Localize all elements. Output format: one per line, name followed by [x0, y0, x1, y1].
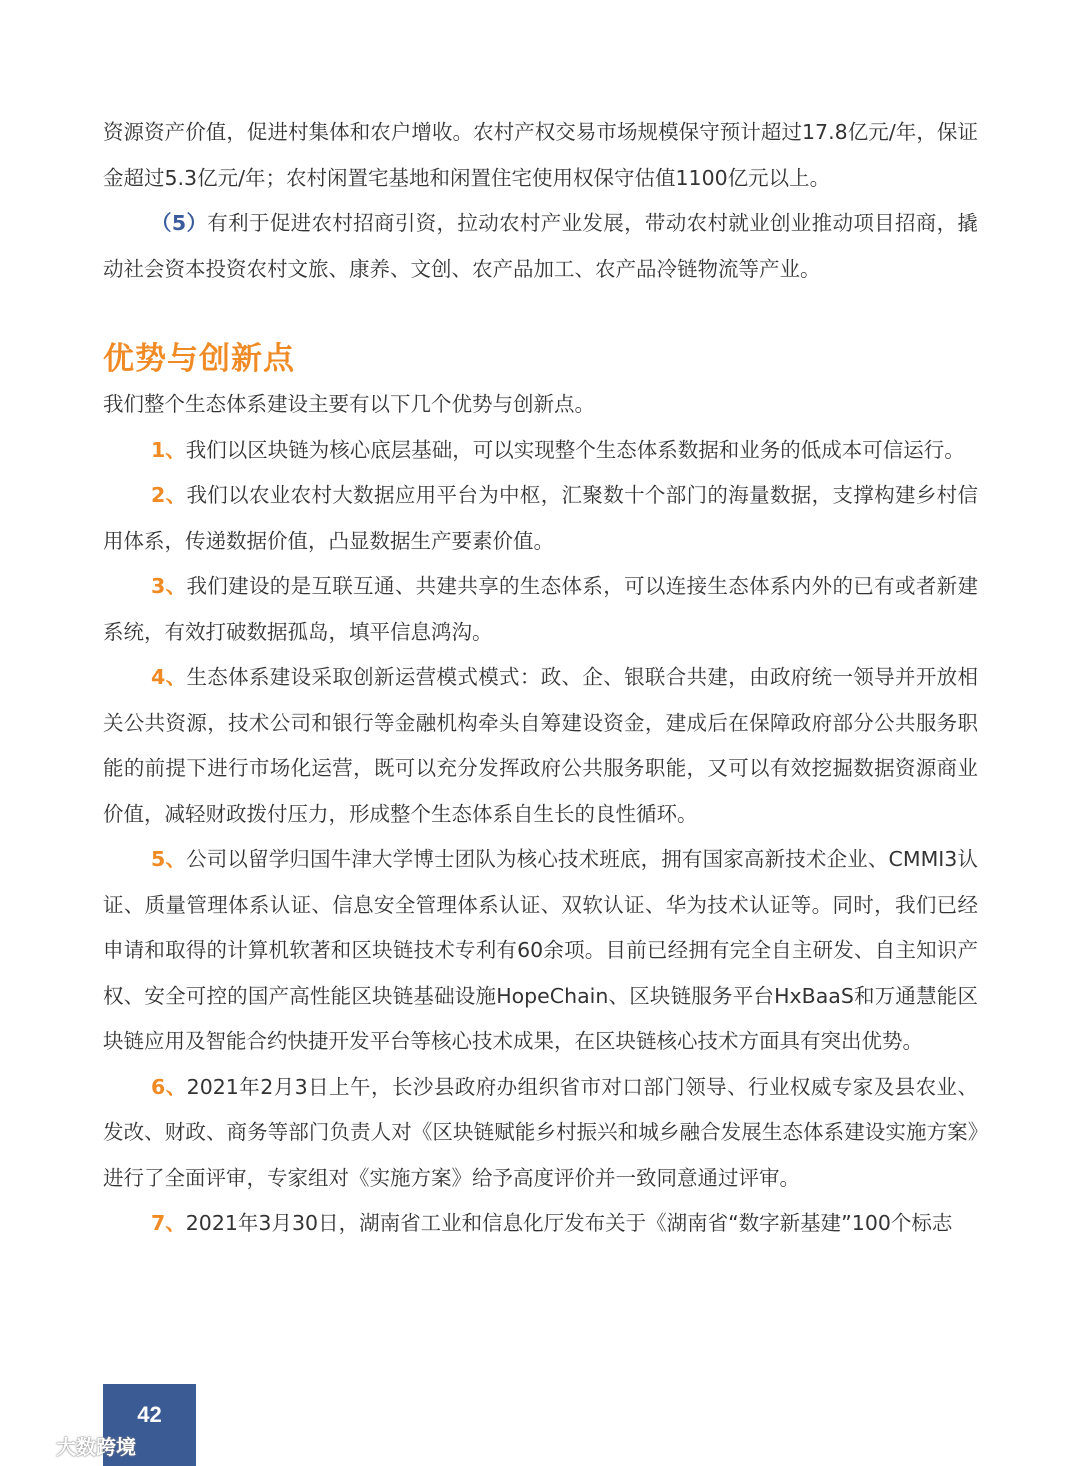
item-number: 7、	[151, 1211, 186, 1235]
item-number: 2、	[151, 483, 187, 507]
item-number: 3、	[151, 574, 187, 598]
paragraph-text: 有利于促进农村招商引资，拉动农村产业发展，带动农村就业创业推动项目招商，撬动社会资本投资农村文旅、康养、文创、农产品加工、农产品冷链物流等产业。	[103, 211, 979, 281]
advantage-item-3	[103, 564, 978, 655]
advantage-item-1	[103, 428, 978, 474]
advantage-item-2	[103, 473, 978, 564]
page-content	[103, 110, 978, 1247]
paragraph-resource-value	[103, 110, 978, 201]
advantage-item-5	[103, 837, 978, 1065]
item-text: 我们以区块链为核心底层基础，可以实现整个生态体系数据和业务的低成本可信运行。	[185, 437, 965, 462]
advantage-item-4	[103, 655, 978, 837]
item-number: 6、	[151, 1074, 187, 1099]
item-number: 4、	[151, 665, 187, 689]
watermark-text: 大数跨境	[56, 1434, 136, 1459]
section-title: 优势与创新点	[103, 341, 295, 377]
watermark	[8, 1430, 136, 1460]
paragraph-text: 资源资产价值，促进村集体和农户增收。农村产权交易市场规模保守预计超过17.8亿元/年，保证金超过5.3亿元/年；农村闲置宅基地和闲置住宅使用权保守估值1100亿元以上。	[103, 120, 978, 190]
item-text: 我们以农业农村大数据应用平台为中枢，汇聚数十个部门的海量数据，支撑构建乡村信用体系，传递数据价值，凸显数据生产要素价值。	[103, 483, 979, 553]
paragraph-item-5	[103, 201, 978, 292]
page-number: 42	[137, 1402, 162, 1427]
item-text: 我们建设的是互联互通、共建共享的生态体系，可以连接生态体系内外的已有或者新建系统，有效打破数据孤岛，填平信息鸿沟。	[103, 574, 979, 644]
section-gap	[103, 292, 978, 336]
item-number: 1、	[151, 437, 186, 462]
item-text: 生态体系建设采取创新运营模式模式：政、企、银联合共建，由政府统一领导并开放相关公共资源，技术公司和银行等金融机构牵头自筹建设资金，建成后在保障政府部分公共服务职能的前提下进行市场化运营，既可以充分发挥政府公共服务职能，又可以有效挖掘数据资源商业价值，减轻财政拨付压力，形成整个生态体系自生长的良性循环。	[103, 665, 979, 826]
item-text: 2021年3月30日，湖南省工业和信息化厅发布关于《湖南省“数字新基建”100个标志	[185, 1211, 953, 1235]
item-number: （5）	[151, 211, 208, 235]
item-text: 公司以留学归国牛津大学博士团队为核心技术班底，拥有国家高新技术企业、CMMI3认证、质量管理体系认证、信息安全管理体系认证、双软认证、华为技术认证等。同时，我们已经申请和取得的计算机软著和区块链技术专利有60余项。目前已经拥有完全自主研发、自主知识产权、安全可控的国产高性能区块链基础设施HopeChain、区块链服务平台HxBaaS和万通慧能区块链应用及智能合约快捷开发平台等核心技术成果，在区块链核心技术方面具有突出优势。	[103, 847, 979, 1053]
watermark-logo-icon	[8, 1433, 52, 1457]
section-intro: 我们整个生态体系建设主要有以下几个优势与创新点。	[103, 392, 595, 416]
item-text: 2021年2月3日上午，长沙县政府办组织省市对口部门领导、行业权威专家及县农业、发改、财政、商务等部门负责人对《区块链赋能乡村振兴和城乡融合发展生态体系建设实施方案》进行了全面评审，专家组对《实施方案》给予高度评价并一致同意通过评审。	[103, 1074, 979, 1190]
advantage-item-7	[103, 1201, 978, 1247]
advantage-item-6	[103, 1065, 978, 1202]
item-number: 5、	[151, 847, 187, 871]
